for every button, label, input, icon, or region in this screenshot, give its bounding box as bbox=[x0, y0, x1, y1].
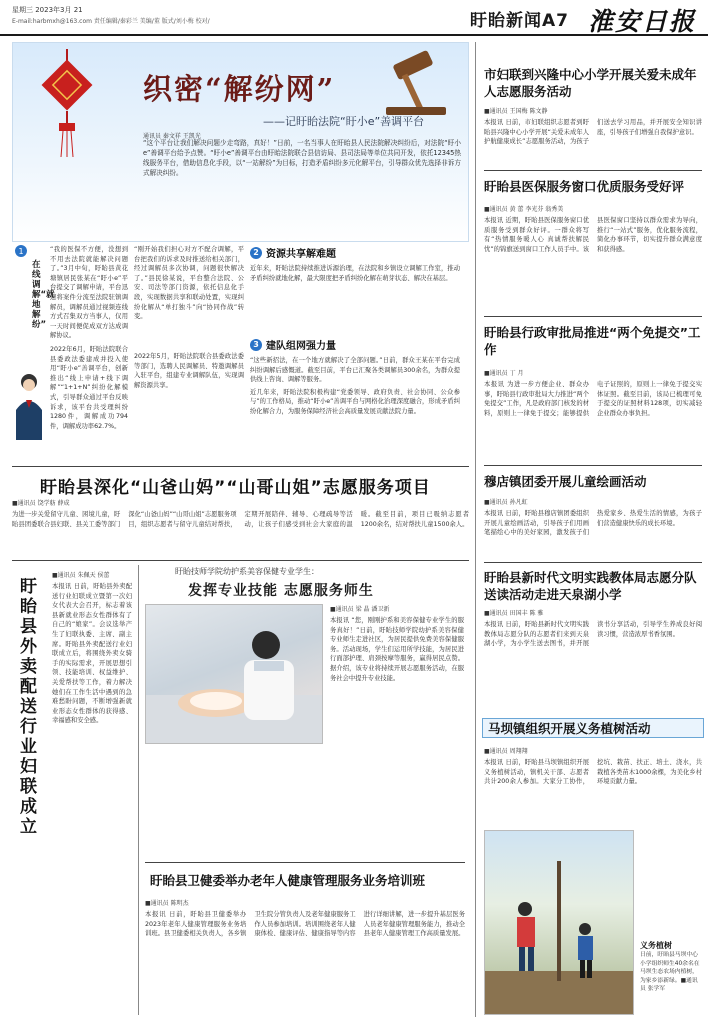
sec2-heading-text: 资源共享解难题 bbox=[266, 249, 336, 260]
headline1-body: 为进一步关爱留守儿童、困境儿童，盱眙县团委联合县妇联、县关工委等部门深化“山爸山妈”“山哥山姐”志愿服务项目，组织志愿者与留守儿童结对帮扶，定期开展陪伴、辅导、心理疏导等活动，让孩子们感受到社会大家庭的温暖。截至目前，项目已吸纳志愿者1200余名，结对帮扶儿童1500余人。 bbox=[12, 511, 469, 528]
feature2-body-block bbox=[330, 604, 464, 683]
sec3-paragraph-1: 2022年5月，盱眙法院联合县委政法委等部门，选聘人民调解员、特邀调解员入驻平台，组建专业调解队伍，实现调解资源共享。 bbox=[134, 353, 244, 389]
right6-body-block bbox=[484, 746, 702, 820]
beauty-service-photo bbox=[145, 604, 323, 744]
right4-body: 本报讯 日前，盱眙县穆店镇团委组织开展儿童绘画活动，引导孩子们用画笔描绘心中的美好家园，激发孩子们热爱家乡、热爱生活的情感，为孩子们营造健康快乐的成长环境。 bbox=[484, 510, 702, 537]
right4-body-block bbox=[484, 497, 702, 559]
sec1-paragraph-2: 2022年6月，盱眙法院联合县委政法委建成并投入使用“盱小e”善调平台，创新推出“线上申请+线下调解”“1+1+N”纠纷化解模式，引导群众通过平台反映诉求，该平台共受理纠纷1280件，调解成功794件，调解成功率62.7%。 bbox=[50, 345, 128, 430]
officer-illustration-icon bbox=[12, 370, 46, 440]
hero-credit: 通讯员 秦文祥 王凯光 bbox=[143, 133, 201, 140]
hero-banner bbox=[12, 42, 469, 242]
right4-byline: ■通讯员 孙凡虹 bbox=[484, 499, 528, 506]
sec1-tag: 在线调解“就地解纷” bbox=[32, 260, 55, 330]
sec1-paragraph-1: “我的医保不方便，没想到不用去法院就能解决问题了。”3月中旬，盱眙县黄花塘镇居民张某在“盱小e”平台提交了调解申请，平台迅速将案件分流至法院驻镇调解员，调解员通过视频连线方式召集双方当事人，仅用一天时间便促成双方达成调解协议。 bbox=[50, 246, 128, 340]
divider-right-3 bbox=[484, 316, 702, 317]
sec2-paragraph-1: “刚开始我们担心对方不配合调解，平台把我们的诉求及时推送给相关部门，经过调解员多次协调，问题很快解决了。”县民徐某说，平台整合法院、公安、司法等部门资源，依托信息化手段，实现数据共享和联动处置，实现纠纷化解从“单打独斗”向“协同作战”转变。 bbox=[134, 246, 244, 321]
headline-reading-activity: 盱眙县新时代文明实践教体局志愿分队送读活动走进天泉湖小学 bbox=[484, 570, 697, 602]
headline-delivery-womens-federation: 盱眙县外卖配送行业妇联成立 bbox=[20, 577, 37, 837]
sec1-number-badge: 1 bbox=[15, 245, 27, 257]
sec2-header-block bbox=[250, 245, 460, 283]
hero-subtitle: ——记盱眙法院“盱小e”善调平台 bbox=[263, 115, 425, 128]
right6-byline: ■通讯员 周翔翔 bbox=[484, 748, 528, 755]
headline1-byline: ■通讯员 饶学舫 薛成 bbox=[12, 500, 70, 507]
right2-body: 本报讯 近期，盱眙县医保服务窗口优质服务受到群众好评。一群众将写有“热情服务暖人心 真诚帮扶解民忧”的锦旗送到窗口工作人员手中。该县医保窗口坚持以群众需求为导向，推行“一站式”服务，优化服务流程，简化办事环节，切实提升群众满意度和获得感。 bbox=[484, 217, 702, 253]
right3-byline: ■通讯员 丁 月 bbox=[484, 370, 524, 377]
right1-body-block bbox=[484, 106, 702, 147]
vertical-story-body: 本报讯 日前，盱眙县外卖配送行业妇联成立暨第一次妇女代表大会召开，标志着该县新就业形态女性群体有了自己的“娘家”。会议选举产生了妇联执委、主席、副主席。盱眙县外卖配送行业妇联成立后，将围绕外卖女骑手的实际需求，开展思想引领、技能培训、权益维护、关爱帮扶等工作，着力解决她们在工作生活中遇到的急难愁盼问题，不断增强新就业形态女性群体的获得感、幸福感和安全感。 bbox=[52, 583, 132, 725]
beauty-service-illustration-icon bbox=[146, 605, 323, 744]
sec2-number-badge: 2 bbox=[250, 247, 262, 259]
headline-bottom-body-block bbox=[145, 898, 465, 1025]
feature2-byline: ■通讯员 梁 晶 潘卫新 bbox=[330, 606, 390, 613]
headline-womens-federation-school: 市妇联到兴隆中心小学开展关爱未成年人志愿服务活动 bbox=[484, 67, 697, 99]
sec3-paragraph-3: 近几年来，盱眙法院积极构建“党委领导、政府负责、社会协同、公众参与”的工作格局，推动“盱小e”善调平台与网格化治理深度融合，形成矛盾纠纷化解合力，为服务保障经济社会高质量发展贡献法院力量。 bbox=[250, 388, 460, 415]
headline-volunteer-project: 盱眙县深化“山爸山妈”“山哥山姐”志愿服务项目 bbox=[40, 478, 431, 498]
headline-bottom-body: 本报讯 日前，盱眙县卫健委举办2023年老年人健康管理服务业务培训班。县卫健委相关负责人，各乡镇卫生院分管负责人及老年健康服务工作人员参加培训。培训围绕老年人健康体检、健康评估、健康指导等内容进行详细讲解，进一步提升基层医务人员老年健康管理服务能力，推动全县老年人健康管理工作高质量发展。 bbox=[145, 911, 465, 938]
hero-lead: “这个平台让我们解决问题少走弯路，真好！”日前，一名当事人在盱眙县人民法院解决纠纷后，对法院“盱小e”善调平台给予点赞。“盱小e”善调平台由盱眙法院联合县信访局、县司法局等单位共同开发，依托12345热线服务平台，借助信息化手段，以“一站解纷”为目标，打造矛盾纠纷多元化解平台，引导群众优先选择非诉方式解决纠纷。 bbox=[143, 139, 461, 177]
headline1-body-block bbox=[12, 498, 469, 560]
tree-photo-title: 义务植树 bbox=[640, 941, 672, 950]
right3-body: 本报讯 为进一步方便企业、群众办事，盱眙县行政审批局大力推进“两个免提交”工作，凡是政府部门核发的材料，原则上一律免于提交；能够提供电子证照的，原则上一律免于提交实体证照。截至目前，该局已梳理可免于提交的证照材料128项，切实减轻企业群众办事负担。 bbox=[484, 381, 702, 417]
sec3-heading bbox=[250, 337, 460, 352]
sec3-heading-text: 建队组网强力量 bbox=[266, 341, 336, 352]
chinese-knot-icon bbox=[19, 49, 115, 159]
right5-byline: ■通讯员 田国丰 陈 雅 bbox=[484, 610, 544, 617]
newspaper-logo: 淮安日报 bbox=[588, 7, 697, 36]
gavel-icon bbox=[372, 49, 462, 119]
feature2-body: 本报讯 “您，刚刚护系和美容保健专业学生的服务真好！”日前，盱眙技师学院幼护系美容保健专业师生走进社区，为居民提供免费美容保健服务。活动现场，学生们运用所学技能，为居民进行面部护理、肩颈按摩等服务，赢得居民点赞。据介绍，该专业将持续开展志愿服务活动，在服务社会中提升专业技能。 bbox=[330, 617, 464, 682]
divider-right-5 bbox=[484, 562, 702, 563]
headline-tree-planting: 马坝镇组织开展义务植树活动 bbox=[488, 721, 651, 736]
right2-body-block bbox=[484, 204, 702, 306]
headline-bottom-byline: ■通讯员 陈明杰 bbox=[145, 900, 189, 907]
right5-body: 本报讯 日前，盱眙县新时代文明实践教体局志愿分队的志愿者们来到天泉湖小学，为小学生送去图书，并开展读书分享活动，引导学生养成良好阅读习惯，营造浓厚书香氛围。 bbox=[484, 621, 702, 648]
sec2-col-a bbox=[134, 245, 244, 322]
tree-photo-caption-block bbox=[640, 940, 702, 994]
sec3-number-badge: 3 bbox=[250, 339, 262, 351]
sec2-heading bbox=[250, 245, 460, 260]
vertical-story-byline: ■通讯员 朱佩天 侯蕾 bbox=[52, 572, 110, 579]
divider-headline1-top bbox=[12, 466, 469, 467]
masthead bbox=[0, 0, 708, 36]
sec1-officer-photo bbox=[12, 370, 46, 440]
masthead-meta bbox=[12, 4, 210, 28]
tree-planting-photo bbox=[484, 830, 634, 1015]
divider-right-4 bbox=[484, 465, 702, 466]
headline-children-drawing: 穆店镇团委开展儿童绘画活动 bbox=[484, 474, 647, 489]
headline-medical-insurance: 盱眙县医保服务窗口优质服务受好评 bbox=[484, 179, 685, 194]
sec3-paragraph-2: “这些新招法，在一个地方就解决了全部问题。”日前，群众王某在平台完成纠纷调解后感慨道。截至目前，平台已汇聚各类调解员300余名，为群众提供线上咨询、调解等服务。 bbox=[250, 357, 460, 384]
divider-bottom-headline bbox=[145, 862, 465, 863]
issue-date: 星期三 2023年3月 21 bbox=[12, 6, 83, 14]
headline-health-training: 盱眙县卫健委举办老年人健康管理服务业务培训班 bbox=[150, 873, 426, 888]
vertical-story-body-block bbox=[52, 570, 132, 726]
divider-vertical-left bbox=[138, 565, 139, 1015]
right3-body-block bbox=[484, 368, 702, 472]
feature2-kicker: 盱眙技师学院幼护系美容保健专业学生： bbox=[175, 567, 319, 576]
divider-right-2 bbox=[484, 170, 702, 171]
feature2-title: 发挥专业技能 志愿服务师生 bbox=[188, 583, 374, 599]
headline-administrative-approval: 盱眙县行政审批局推进“两个免提交”工作 bbox=[484, 325, 701, 357]
sec1-body bbox=[50, 245, 128, 431]
right2-byline: ■通讯员 黄 蕾 李光芬 翁秀美 bbox=[484, 206, 564, 213]
tree-photo-caption: 日前，盱眙县马坝中心小学组织师生40余名在马坝生态农场内植树，为家乡添新绿。■通讯员 张学军 bbox=[640, 952, 700, 992]
right1-body: 本报讯 日前，市妇联组织志愿者到盱眙县兴隆中心小学开展“关爱未成年人 护航健康成长”志愿服务活动，为孩子们送去学习用品，并开展安全知识讲座，引导孩子们增强自我保护意识。 bbox=[484, 119, 702, 146]
right1-byline: ■通讯员 王国梅 陈文静 bbox=[484, 108, 548, 115]
divider-lower-top bbox=[12, 560, 469, 561]
editor-line: E-mail:harbmxh@163.com 责任编辑/秦彩兰 美编/董 版式/刘小梅 校对/ bbox=[12, 18, 210, 25]
divider-right-column bbox=[475, 42, 476, 1017]
sec2-paragraph-2: 近年来，盱眙法院持续推进诉源治理，在法院和乡镇设立调解工作室，推动矛盾纠纷就地化解，最大限度把矛盾纠纷化解在萌芽状态、解决在基层。 bbox=[250, 265, 460, 282]
sec3-header-block bbox=[250, 337, 460, 417]
section-title: 盱眙新闻A7 bbox=[470, 11, 569, 31]
tree-planting-illustration-icon bbox=[485, 831, 634, 1015]
right5-body-block bbox=[484, 608, 702, 692]
hero-title: 织密“解纷网” bbox=[143, 72, 336, 106]
right6-body: 本报讯 日前，盱眙县马坝镇组织开展义务植树活动，镇机关干部、志愿者共计200余人参加。大家分工协作，挖坑、栽苗、扶正、培土、浇水，共栽植各类苗木1000余棵，为美化乡村环境贡献力量。 bbox=[484, 759, 702, 786]
